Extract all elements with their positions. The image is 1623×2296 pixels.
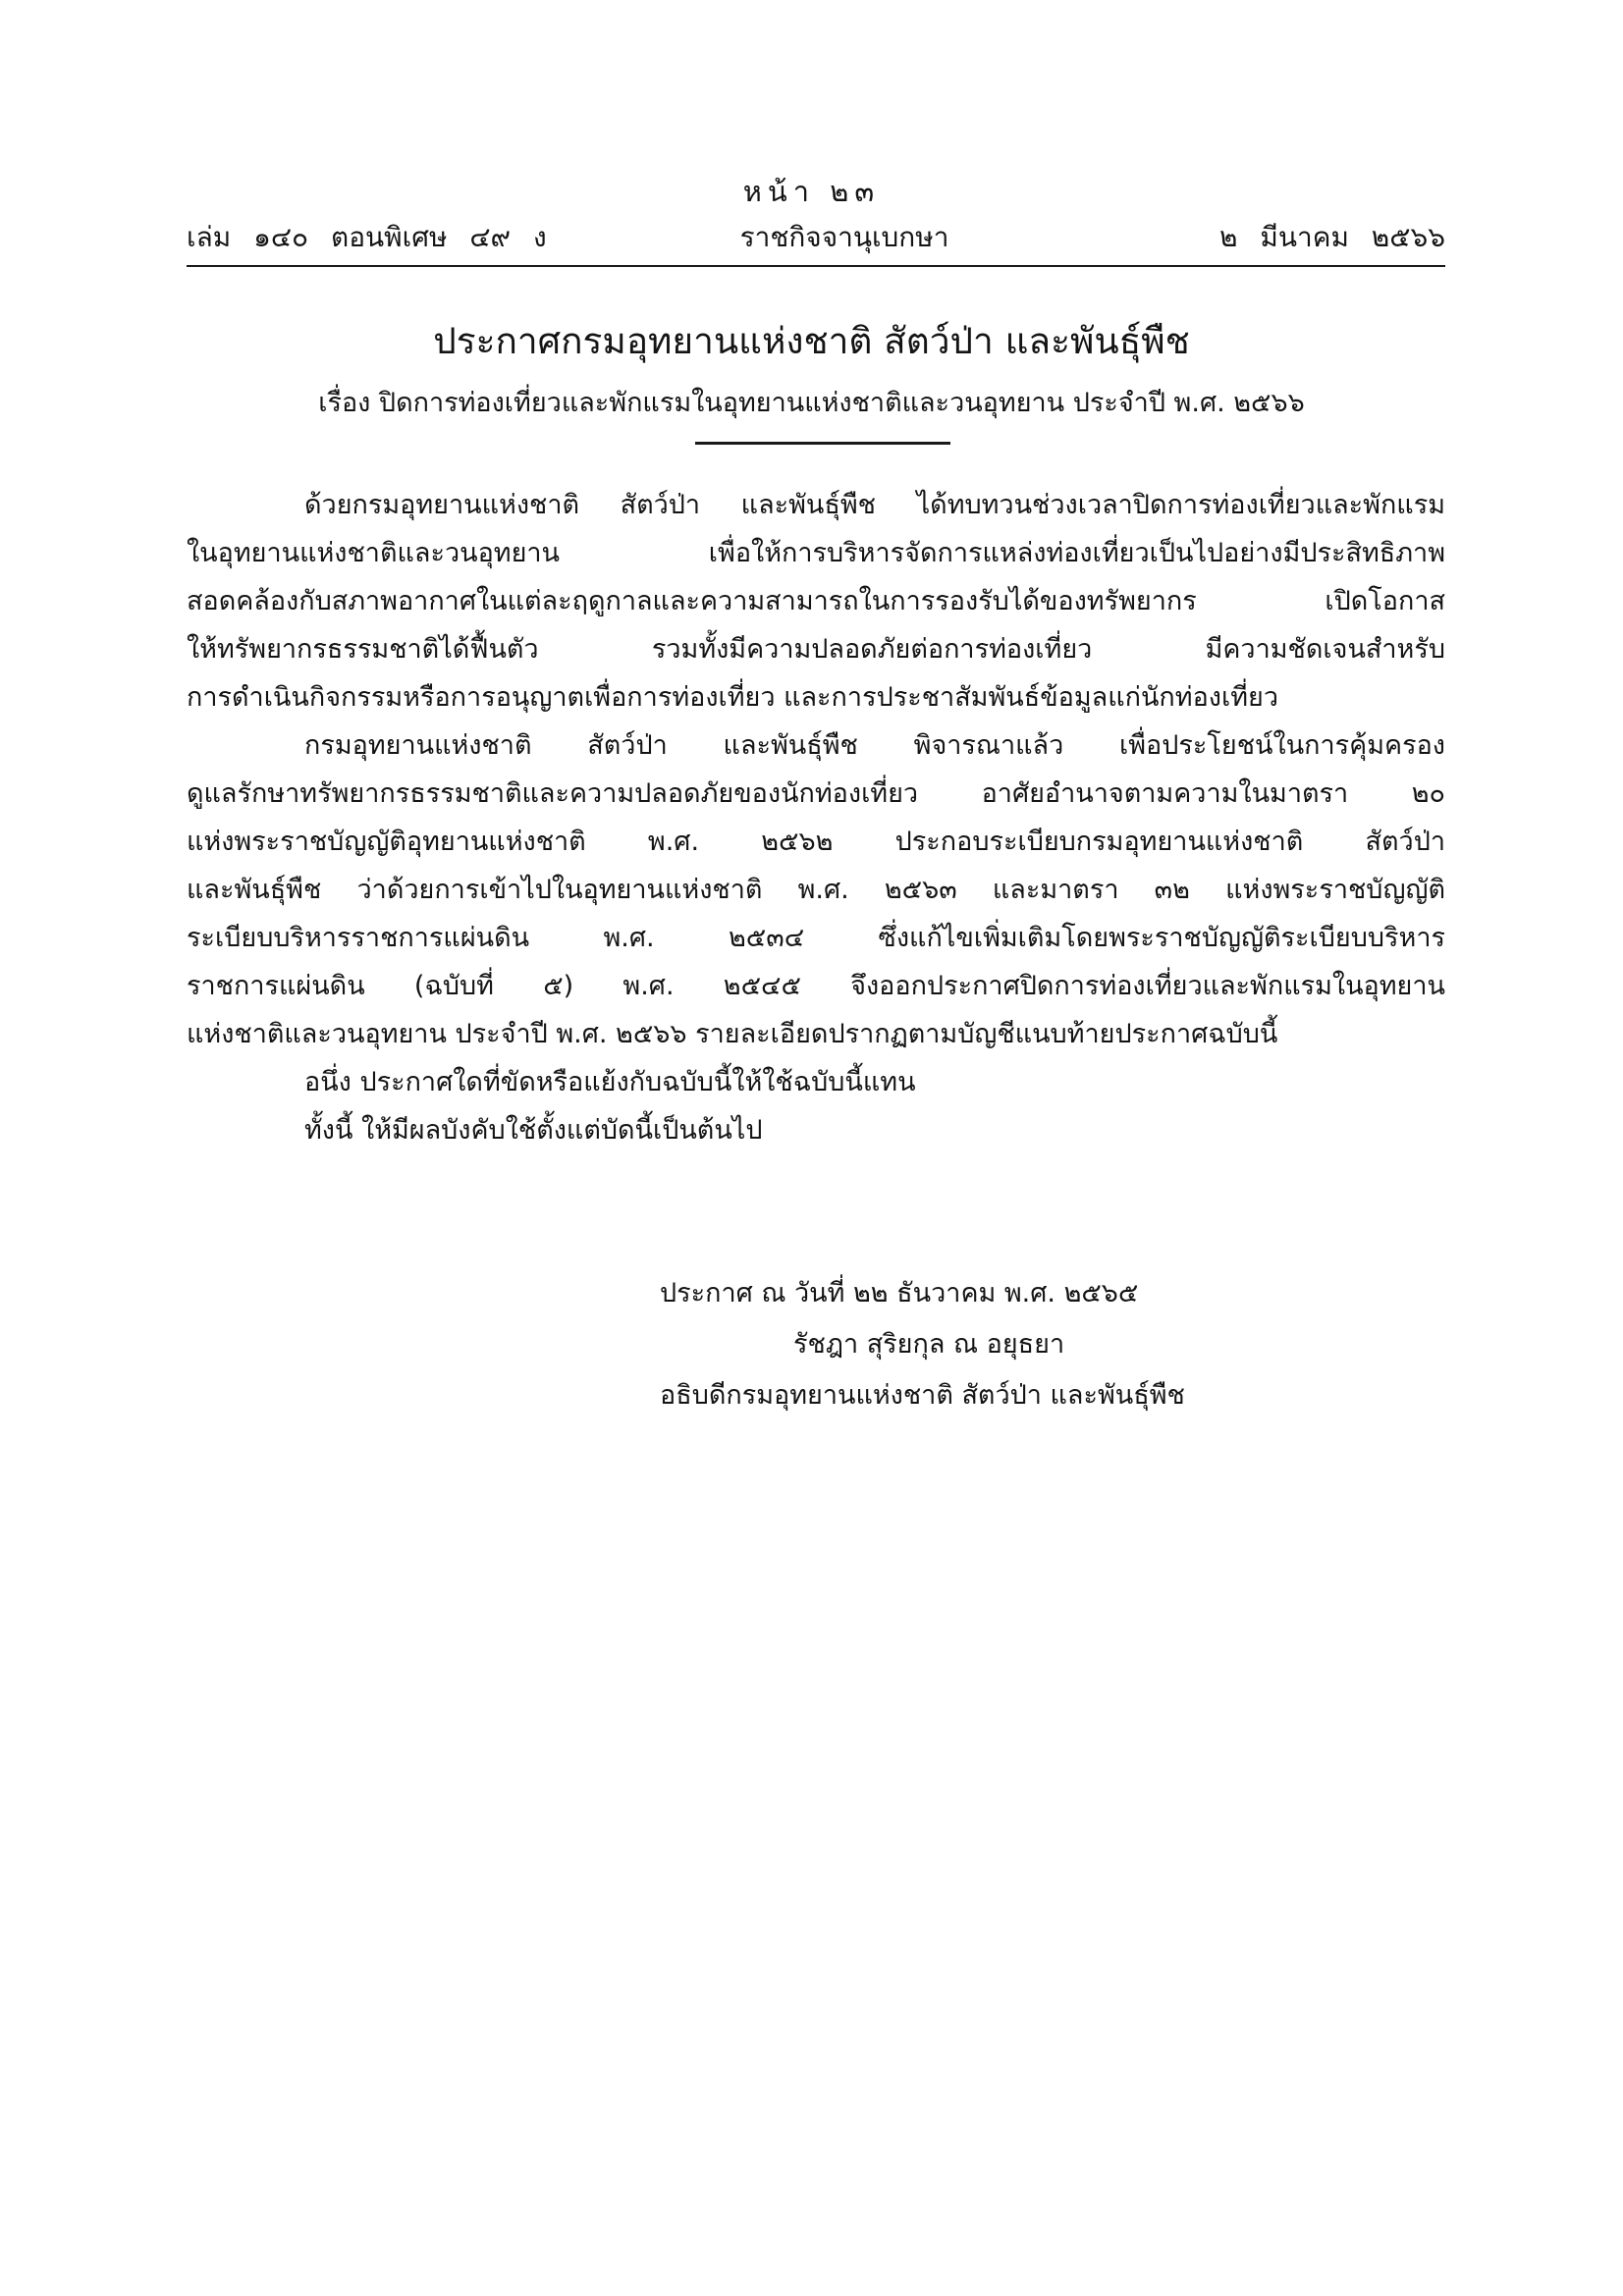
paragraph-1	[187, 481, 1445, 721]
gazette-header	[187, 216, 1445, 261]
signature-block	[0, 1268, 1623, 1421]
announced-date: ประกาศ ณ วันที่ ๒๒ ธันวาคม พ.ศ. ๒๕๖๕	[660, 1278, 1139, 1308]
announcement-subject: เรื่อง ปิดการท่องเที่ยวและพักแรมในอุทยานแห่งชาติและวนอุทยาน ประจำปี พ.ศ. ๒๕๖๖	[318, 388, 1305, 418]
paragraph-2	[187, 721, 1445, 1058]
header-divider	[187, 265, 1445, 267]
paragraph-line: สอดคล้องกับสภาพอากาศในแต่ละฤดูกาลและความสามารถในการรองรับได้ของทรัพยากร เปิดโอกาส	[187, 586, 1445, 616]
title-divider	[695, 442, 950, 445]
paragraph-line: แห่งชาติและวนอุทยาน ประจำปี พ.ศ. ๒๕๖๖ รายละเอียดปรากฏตามบัญชีแนบท้ายประกาศฉบับนี้	[187, 1019, 1278, 1049]
paragraph-3: อนึ่ง ประกาศใดที่ขัดหรือแย้งกับฉบับนี้ให้ใช้ฉบับนี้แทน	[304, 1067, 916, 1097]
publication-name: ราชกิจจานุเบกษา	[739, 221, 949, 253]
paragraph-line: การดำเนินกิจกรรมหรือการอนุญาตเพื่อการท่องเที่ยว และการประชาสัมพันธ์ข้อมูลแก่นักท่องเที่ยว	[187, 682, 1278, 713]
paragraph-line: ในอุทยานแห่งชาติและวนอุทยาน เพื่อให้การบริหารจัดการแหล่งท่องเที่ยวเป็นไปอย่างมีประสิทธิภาพ	[187, 538, 1445, 568]
signatory-name: รัชฎา สุริยกุล ณ อยุธยา	[793, 1329, 1065, 1360]
signatory-position: อธิบดีกรมอุทยานแห่งชาติ สัตว์ป่า และพันธุ์พืช	[660, 1380, 1185, 1411]
announcement-body	[187, 481, 1445, 1154]
publication-date: ๒ มีนาคม ๒๕๖๖	[1219, 221, 1445, 253]
paragraph-4: ทั้งนี้ ให้มีผลบังคับใช้ตั้งแต่บัดนี้เป็นต้นไป	[304, 1115, 763, 1146]
volume-issue: เล่ม ๑๔๐ ตอนพิเศษ ๔๙ ง	[187, 221, 547, 253]
paragraph-line: ระเบียบบริหารราชการแผ่นดิน พ.ศ. ๒๕๓๔ ซึ่งแก้ไขเพิ่มเติมโดยพระราชบัญญัติระเบียบบริหาร	[187, 923, 1445, 953]
paragraph-line: กรมอุทยานแห่งชาติ สัตว์ป่า และพันธุ์พืช พิจารณาแล้ว เพื่อประโยชน์ในการคุ้มครอง	[304, 730, 1445, 761]
paragraph-line: ดูแลรักษาทรัพยากรธรรมชาติและความปลอดภัยของนักท่องเที่ยว อาศัยอำนาจตามความในมาตรา ๒๐	[187, 778, 1445, 809]
paragraph-line: และพันธุ์พืช ว่าด้วยการเข้าไปในอุทยานแห่งชาติ พ.ศ. ๒๕๖๓ และมาตรา ๓๒ แห่งพระราชบัญญัติ	[187, 875, 1445, 905]
announcement-title: ประกาศกรมอุทยานแห่งชาติ สัตว์ป่า และพันธุ์พืช	[433, 320, 1190, 362]
paragraph-line: แห่งพระราชบัญญัติอุทยานแห่งชาติ พ.ศ. ๒๕๖๒ ประกอบระเบียบกรมอุทยานแห่งชาติ สัตว์ป่า	[187, 827, 1445, 857]
page-number: หน้า ๒๓	[742, 175, 881, 208]
paragraph-line: ให้ทรัพยากรธรรมชาติได้ฟื้นตัว รวมทั้งมีความปลอดภัยต่อการท่องเที่ยว มีความชัดเจนสำหรับ	[187, 634, 1445, 665]
paragraph-line: ราชการแผ่นดิน (ฉบับที่ ๕) พ.ศ. ๒๕๔๕ จึงออกประกาศปิดการท่องเที่ยวและพักแรมในอุทยาน	[187, 971, 1445, 1001]
paragraph-line: ด้วยกรมอุทยานแห่งชาติ สัตว์ป่า และพันธุ์พืช ได้ทบทวนช่วงเวลาปิดการท่องเที่ยวและพักแรม	[304, 490, 1445, 520]
